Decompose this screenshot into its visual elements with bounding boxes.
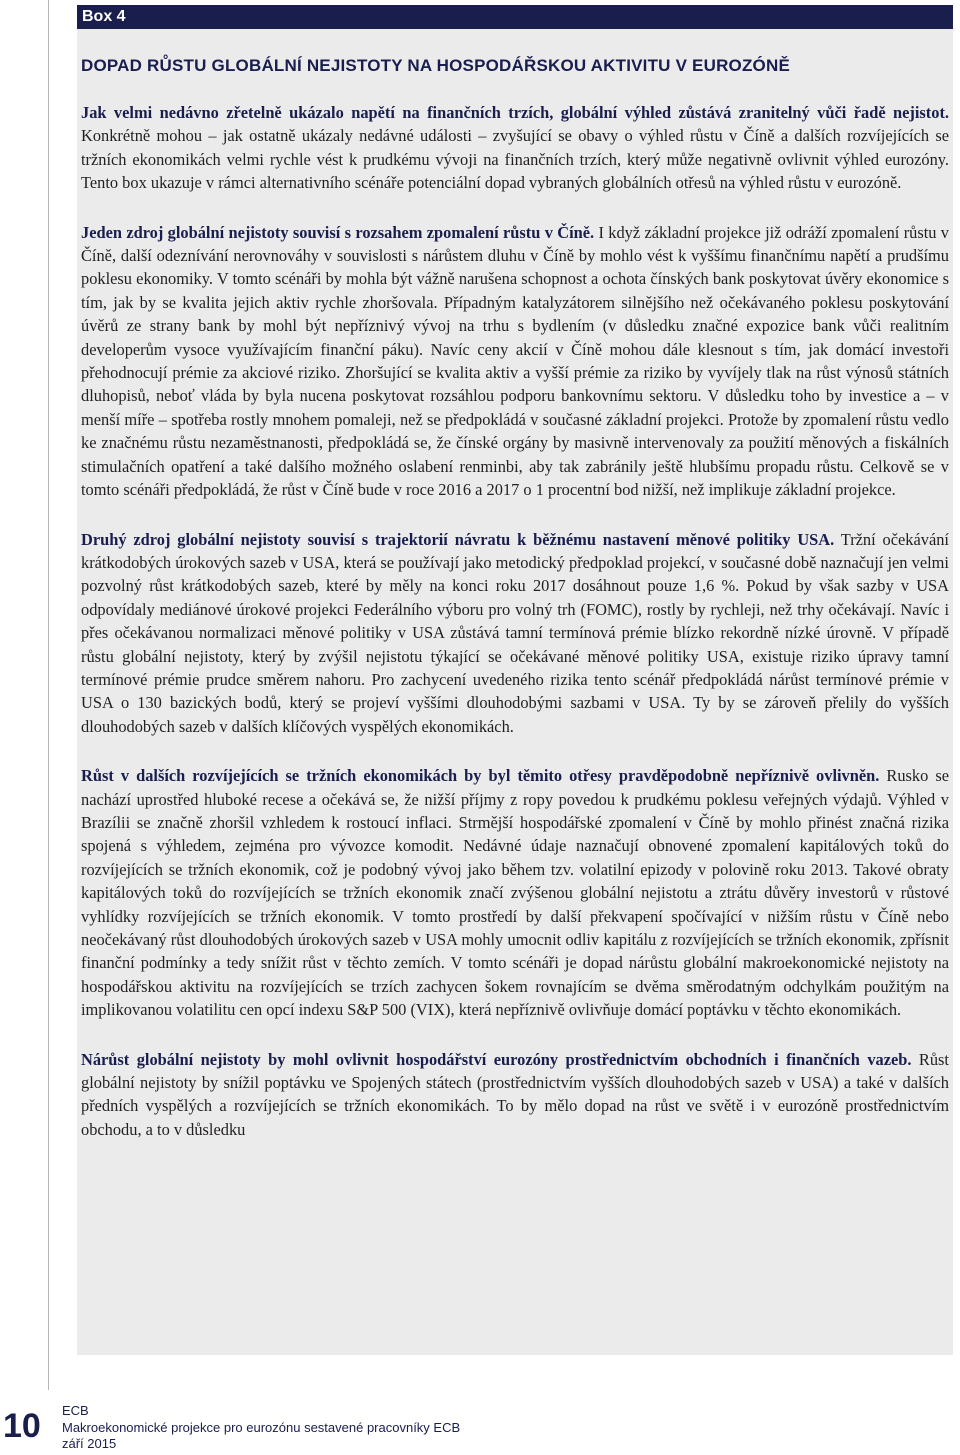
paragraph-lead: Jeden zdroj globální nejistoty souvisí s rozsahem zpomalení růstu v Číně.: [81, 222, 595, 242]
box-panel: [77, 29, 953, 1355]
footer-text: [62, 1403, 460, 1453]
margin-rule: [48, 0, 49, 1390]
paragraph-1: [81, 101, 949, 195]
paragraph-5: [81, 1048, 949, 1142]
paragraph-body: Konkrétně mohou – jak ostatně ukázaly nedávné události – zvyšující se obavy o výhled růstu v Číně a dalších rozvíjejících se tržních ekonomikách velmi rychle vést k prudkému vývoji na finančních trzích, který může negativně ovlivnit výhled eurozóny. Tento box ukazuje v rámci alternativního scénáře potenciální dopad vybraných globálních otřesů na výhled růstu v eurozóně.: [81, 126, 949, 193]
paragraph-2: [81, 221, 949, 502]
box-label: Box 4: [77, 5, 953, 29]
footer-publication: Makroekonomické projekce pro eurozónu sestavené pracovníky ECB: [62, 1419, 461, 1435]
paragraph-lead: Růst v dalších rozvíjejících se tržních ekonomikách by byl těmito otřesy pravděpodobně nepříznivě ovlivněn.: [81, 766, 880, 786]
page-number: 10: [3, 1407, 41, 1445]
paragraph-body: I když základní projekce již odráží zpomalení růstu v Číně, další odeznívání nerovnováhy v souvislosti s nárůstem dluhu v Číně by mohlo vést k vyššímu finančnímu napětí a prudšímu poklesu ekonomiky. V tomto scénáři by mohla být vážně narušena schopnost a ochota čínských bank poskytovat úvěry ekonomice s tím, jak by se kvalita jejich aktiv rychle zhoršovala. Případným katalyzátorem silnějšího než očekávaného poklesu poskytování úvěrů ze strany bank by mohl být nepříznivý vývoj na trhu s bydlením (v důsledku značné expozice bank vůči realitním developerům vysoce využívajícím finanční páku). Navíc ceny akcií v Číně mohou dále klesnout s tím, jak domácí investoři přehodnocují prémie za akciové riziko. Zhoršující se kvalita aktiv a vyšší prémie za riziko by vyvíjely tlak na růst výnosů státních dluhopisů, neboť vláda by byla nucena poskytovat rozsáhlou podporu bankovnímu sektoru. V důsledku toho by investice a – v menší míře – spotřeba rostly mnohem pomaleji, než se předpokládá v současné základní projekci. Protože by zpomalení růstu vedlo ke značnému růstu nezaměstnanosti, předpokládá se, že čínské orgány by masivně intervenovaly za použití měnových a fiskálních stimulačních opatření a také dalšího možného oslabení renminbi, aby tak zabránily ještě hlubšímu propadu růstu. Celkově se v tomto scénáři předpokládá, že růst v Číně bude v roce 2016 a 2017 o 1 procentní bod nižší, než implikuje základní projekce.: [81, 222, 950, 500]
paragraph-body: Růst globální nejistoty by snížil poptávku ve Spojených státech (prostřednictvím vyšších dlouhodobých sazeb v USA) a také v dalších předních vyspělých a rozvíjejících se tržních ekonomikách. To by mělo dopad na růst ve světě i v eurozóně prostřednictvím obchodu, a to v důsledku: [81, 1049, 949, 1139]
paragraph-4: [81, 764, 949, 1021]
paragraph-3: [81, 528, 949, 739]
paragraph-lead: Nárůst globální nejistoty by mohl ovlivnit hospodářství eurozóny prostřednictvím obchodních i finančních vazeb.: [81, 1049, 912, 1069]
footer-date: září 2015: [62, 1436, 117, 1451]
paragraph-lead: Jak velmi nedávno zřetelně ukázalo napětí na finančních trzích, globální výhled zůstává zranitelný vůči řadě nejistot.: [81, 103, 949, 122]
paragraph-body: Tržní očekávání krátkodobých úrokových sazeb v USA, která se používají jako metodický předpoklad projekcí, v současné době naznačují jen velmi pozvolný růst krátkodobých sazeb, které by měly na konci roku 2017 dosáhnout pouze 1,6 %. Pokud by však sazby v USA odpovídaly mediánové úrokové projekci Federálního výboru pro volný trh (FOMC), rostly by rychleji, než trhy očekávají. Navíc i přes očekávanou normalizaci měnové politiky v USA zůstává tamní termínová prémie blízko rekordně nízké úrovně. V případě růstu globální nejistoty, který by zvýšil nejistotu týkající se očekávané měnové politiky USA, existuje riziko úpravy tamní termínové prémie prudce směrem nahoru. Pro zachycení uvedeného rizika tento scénář předpokládá nárůst termínové prémie v USA o 130 bazických bodů, který se projeví vyššími dlouhodobými sazbami v USA. Ty by se zároveň přelily do vyšších dlouhodobých sazeb v dalších klíčových vyspělých ekonomikách.: [81, 529, 949, 736]
footer-org: ECB: [62, 1403, 89, 1418]
paragraph-lead: Druhý zdroj globální nejistoty souvisí s trajektorií návratu k běžnému nastavení měnové politiky USA.: [81, 529, 835, 549]
page-footer: [0, 1390, 960, 1455]
box-title: DOPAD RŮSTU GLOBÁLNÍ NEJISTOTY NA HOSPODÁŘSKOU AKTIVITU V EUROZÓNĚ: [81, 56, 790, 75]
paragraph-body: Rusko se nachází uprostřed hluboké recese a očekává se, že nižší příjmy z ropy povedou k prudkému poklesu veřejných výdajů. Výhled v Brazílii se značně zhoršil vzhledem k rostoucí inflaci. Strmější hospodářské zpomalení v Číně by mohlo přinést značná rizika spojená s výhledem, zejména pro vývozce komodit. Nedávné údaje naznačují obnovené zpomalení kapitálových toků do rozvíjejících se tržních ekonomik, což je podobný vývoj jako během tzv. volatilní epizody v polovině roku 2013. Takové obraty kapitálových toků do rozvíjejících se tržních ekonomik značí zvýšenou globální nejistotu a ztrátu důvěry investorů v růstové vyhlídky rozvíjejících se tržních ekonomik. V tomto prostředí by další překvapení spočívající v nižším růstu v Číně nebo neočekávaný růst dlouhodobých úrokových sazeb v USA mohly umocnit odliv kapitálu z rozvíjejících se tržních ekonomik, zpřísnit finanční podmínky a tedy snížit růst v těchto zemích. V tomto scénáři je dopad nárůstu globální makroekonomické nejistoty na hospodářskou aktivitu na rozvíjejících se trzích zachycen šokem rovnajícím se dvěma směrodatným odchylkám použitým na implikovanou volatilitu cen opcí indexu S&P 500 (VIX), která nepříznivě ovlivňuje domácí poptávku v těchto ekonomikách.: [81, 766, 950, 1020]
